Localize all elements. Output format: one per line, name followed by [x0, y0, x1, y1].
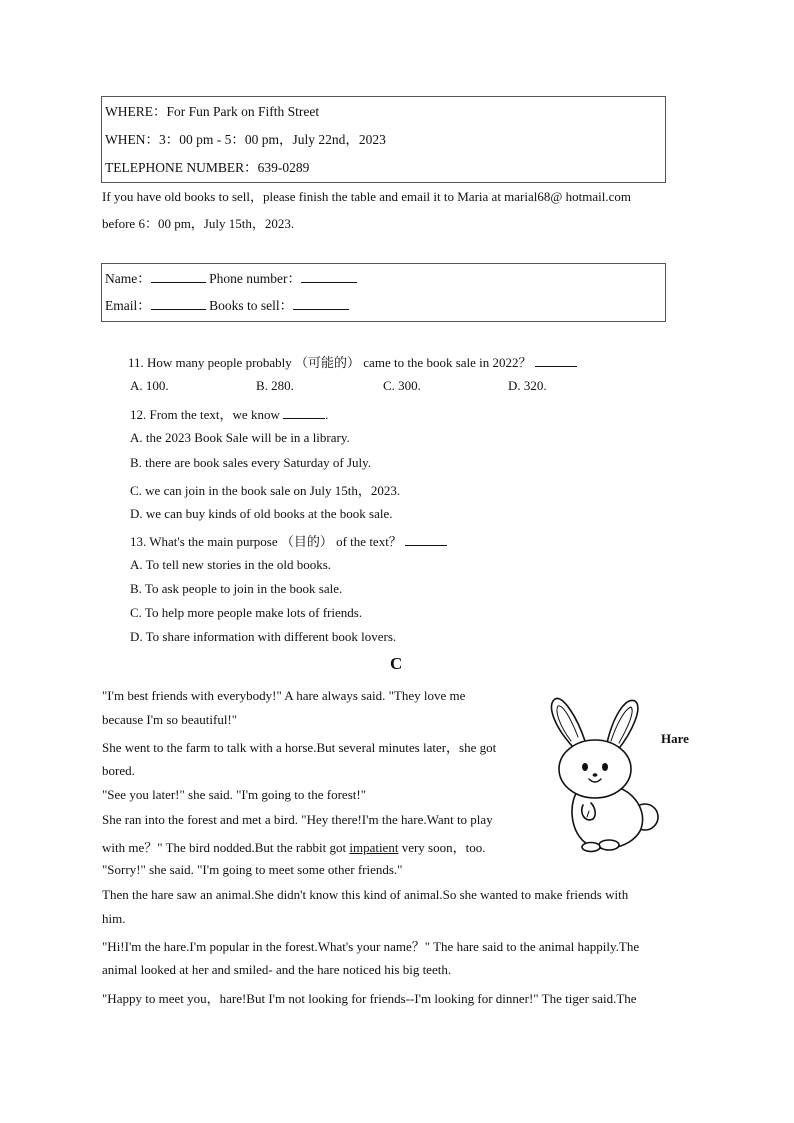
q12-option-d: D. we can buy kinds of old books at the book sale.	[130, 506, 393, 521]
answer-blank-13[interactable]	[405, 534, 447, 546]
hare-label: Hare	[661, 731, 689, 746]
books-label: Books to sell：	[209, 298, 294, 313]
passage-line-9: Then the hare saw an animal.She didn't know this kind of animal.So she wanted to make friends with	[102, 887, 629, 902]
answer-blank-11[interactable]	[535, 355, 577, 367]
name-blank[interactable]	[151, 271, 206, 283]
order-form-box	[101, 263, 666, 322]
event-when: WHEN：3：00 pm - 5：00 pm，July 22nd，2023	[105, 132, 386, 147]
q12-option-b: B. there are book sales every Saturday of July.	[130, 455, 372, 470]
passage-line-7	[102, 837, 485, 856]
passage-line-7-end: very soon，too.	[398, 840, 486, 855]
books-blank[interactable]	[293, 298, 349, 310]
email-label: Email：	[105, 298, 151, 313]
q13-option-b: B. To ask people to join in the book sale.	[130, 581, 343, 596]
event-telephone: TELEPHONE NUMBER：639-0289	[105, 160, 310, 175]
form-row-1	[105, 267, 357, 287]
q12-option-a: A. the 2023 Book Sale will be in a library.	[130, 430, 350, 445]
passage-line-11: "Hi!I'm the hare.I'm popular in the forest.What's your name？" The hare said to the animal happily.The	[102, 939, 640, 954]
hare-head	[559, 740, 631, 798]
passage-line-13: "Happy to meet you，hare!But I'm not looking for friends--I'm looking for dinner!" The tiger said.The	[102, 991, 637, 1006]
passage-line-5: "See you later!" she said. "I'm going to the forest!"	[102, 787, 367, 802]
hare-illustration	[545, 695, 670, 865]
question-11-stem: 11. How many people probably （可能的） came to the book sale in 2022？	[128, 355, 532, 370]
email-blank[interactable]	[151, 298, 206, 310]
passage-line-6: She ran into the forest and met a bird. "Hey there!I'm the hare.Want to play	[102, 812, 493, 827]
question-13-stem: 13. What's the main purpose （目的） of the text？	[130, 534, 402, 549]
passage-line-3: She went to the farm to talk with a horse.But several minutes later，she got	[102, 740, 497, 755]
phone-blank[interactable]	[301, 271, 357, 283]
phone-label: Phone number：	[209, 271, 301, 286]
q11-option-d: D. 320.	[508, 378, 547, 393]
passage-line-12: animal looked at her and smiled- and the hare noticed his big teeth.	[102, 962, 452, 977]
q13-option-d: D. To share information with different book lovers.	[130, 629, 397, 644]
q13-option-c: C. To help more people make lots of friends.	[130, 605, 363, 620]
name-label: Name：	[105, 271, 151, 286]
question-12	[130, 404, 328, 423]
passage-line-4: bored.	[102, 763, 135, 778]
section-c-heading: C	[390, 654, 403, 673]
q11-option-b: B. 280.	[256, 378, 294, 393]
question-13	[130, 531, 447, 550]
question-12-end: .	[325, 407, 329, 422]
question-12-stem: 12. From the text，we know	[130, 407, 280, 422]
form-row-2	[105, 294, 349, 314]
instruction-line-2: before 6：00 pm，July 15th，2023.	[102, 216, 295, 231]
event-info-box	[101, 96, 666, 183]
instruction-line-1: If you have old books to sell，please finish the table and email it to Maria at marial68@ hotmail.com	[102, 189, 631, 204]
answer-blank-12[interactable]	[283, 407, 325, 419]
q11-option-c: C. 300.	[383, 378, 421, 393]
hare-left-ear	[552, 699, 585, 747]
passage-line-10: him.	[102, 911, 126, 926]
passage-line-8: "Sorry!" she said. "I'm going to meet some other friends."	[102, 862, 403, 877]
passage-line-7-start: with me？" The bird nodded.But the rabbit got	[102, 840, 350, 855]
passage-line-2: because I'm so beautiful!"	[102, 712, 238, 727]
question-11	[128, 352, 577, 371]
q12-option-c: C. we can join in the book sale on July 15th，2023.	[130, 483, 401, 498]
passage-line-1: "I'm best friends with everybody!" A hare always said. "They love me	[102, 688, 466, 703]
q13-option-a: A. To tell new stories in the old books.	[130, 557, 332, 572]
event-where: WHERE：For Fun Park on Fifth Street	[105, 104, 320, 119]
underlined-word-impatient: impatient	[349, 840, 399, 855]
q11-option-a: A. 100.	[130, 378, 169, 393]
